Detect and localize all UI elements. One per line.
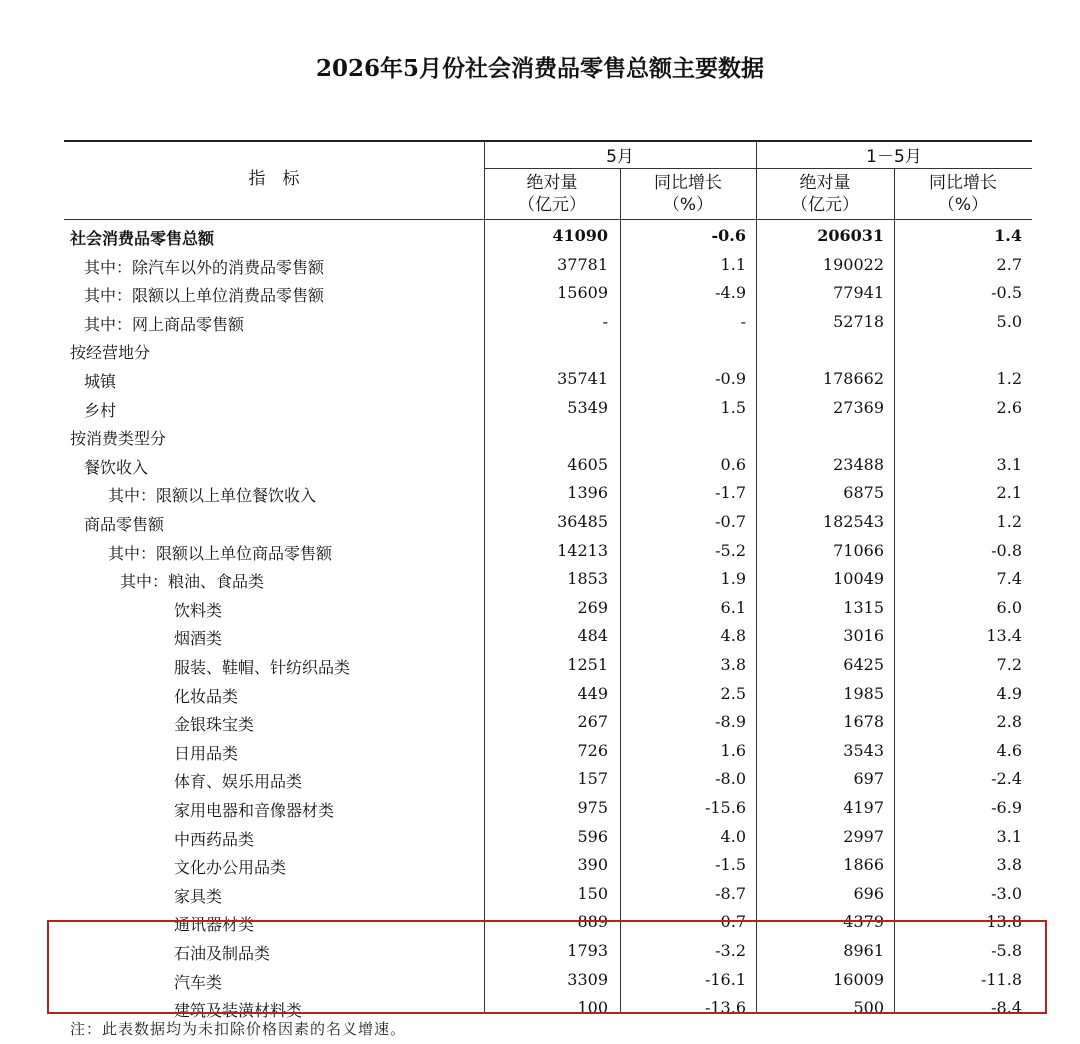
header-ytd-abs — [756, 172, 894, 216]
may-yoy: 2.5 — [720, 683, 746, 703]
ytd-yoy: -2.4 — [991, 769, 1022, 789]
table-row — [64, 279, 1032, 308]
header-may-yoy — [620, 172, 756, 216]
ytd-abs: 10049 — [833, 569, 884, 589]
may-abs: 390 — [577, 855, 608, 875]
ytd-abs: 500 — [853, 998, 884, 1018]
table-row — [64, 651, 1032, 680]
row-label: 其中：除汽车以外的消费品零售额 — [84, 257, 325, 277]
may-abs: 269 — [577, 597, 608, 617]
highlight-box — [47, 920, 1047, 1014]
ytd-yoy: 7.4 — [996, 569, 1022, 589]
ytd-abs: 1985 — [843, 683, 884, 703]
row-label: 餐饮收入 — [84, 457, 149, 477]
header-ytd-abs-unit: （亿元） — [791, 195, 859, 215]
ytd-abs: 178662 — [822, 369, 884, 388]
header-ytd-yoy-unit: （%） — [937, 195, 989, 215]
row-label: 金银珠宝类 — [174, 715, 255, 735]
table-row — [64, 594, 1032, 623]
ytd-yoy: -5.8 — [991, 941, 1022, 960]
header-may-abs-label: 绝对量 — [526, 173, 578, 193]
may-yoy: 1.5 — [720, 397, 746, 417]
ytd-abs: 1678 — [843, 712, 884, 732]
table-row — [64, 222, 1032, 251]
table-row — [64, 708, 1032, 737]
header-bottom-rule — [64, 219, 1032, 220]
row-label: 家具类 — [174, 886, 223, 906]
ytd-yoy: 13.8 — [986, 912, 1022, 932]
row-label: 其中：限额以上单位消费品零售额 — [84, 286, 325, 306]
ytd-abs: 1866 — [843, 855, 884, 875]
header-ytd-yoy — [894, 172, 1032, 216]
ytd-yoy: 4.9 — [996, 683, 1022, 703]
ytd-yoy: 1.4 — [994, 226, 1022, 245]
table-row — [64, 422, 1032, 451]
may-abs: 37781 — [557, 254, 608, 274]
may-yoy: -16.1 — [704, 969, 746, 989]
table-row — [64, 394, 1032, 423]
row-label: 通讯器材类 — [174, 915, 255, 935]
ytd-abs: 206031 — [817, 226, 884, 245]
may-yoy: -0.7 — [715, 512, 746, 531]
ytd-yoy: -0.5 — [991, 283, 1022, 303]
row-label: 家用电器和音像器材类 — [174, 801, 335, 820]
may-yoy: 1.6 — [720, 740, 746, 760]
ytd-abs: 23488 — [833, 454, 884, 474]
may-abs: 41090 — [552, 226, 608, 245]
ytd-abs: 697 — [853, 769, 884, 789]
ytd-abs: 77941 — [833, 283, 884, 303]
ytd-yoy: 3.1 — [996, 454, 1022, 474]
row-label: 其中：限额以上单位商品零售额 — [108, 543, 333, 563]
may-yoy: 3.8 — [720, 655, 746, 674]
ytd-yoy: 7.2 — [996, 655, 1022, 674]
row-label: 化妆品类 — [174, 686, 239, 706]
may-yoy: 0.7 — [720, 912, 746, 932]
header-indicator: 指 标 — [248, 169, 300, 189]
ytd-abs: 3016 — [843, 626, 884, 646]
row-label: 乡村 — [84, 400, 117, 420]
may-abs: 14213 — [557, 540, 608, 560]
row-label: 其中：限额以上单位餐饮收入 — [108, 486, 317, 506]
table-row — [64, 451, 1032, 480]
ytd-yoy: 4.6 — [996, 740, 1022, 760]
ytd-yoy: 2.8 — [996, 712, 1022, 732]
ytd-abs: 6875 — [843, 483, 884, 503]
row-label: 其中：粮油、食品类 — [120, 572, 265, 592]
table-row — [64, 508, 1032, 537]
ytd-yoy: 1.2 — [996, 512, 1022, 531]
may-yoy: 0.6 — [720, 454, 746, 474]
header-may: 5月 — [606, 147, 634, 167]
row-label: 其中：网上商品零售额 — [84, 314, 245, 334]
may-abs: 1396 — [567, 483, 608, 503]
may-yoy: 4.8 — [720, 626, 746, 646]
header-may-yoy-unit: （%） — [662, 195, 714, 215]
may-yoy: -5.2 — [715, 540, 746, 560]
table-row — [64, 365, 1032, 394]
may-yoy: -8.0 — [715, 769, 746, 789]
ytd-abs: 4197 — [843, 798, 884, 817]
ytd-yoy: 3.8 — [996, 855, 1022, 875]
row-label: 饮料类 — [174, 600, 223, 620]
may-abs: 15609 — [557, 283, 608, 303]
ytd-abs: 1315 — [843, 597, 884, 617]
ytd-yoy: -0.8 — [991, 540, 1022, 560]
table-row — [64, 794, 1032, 823]
ytd-abs: 52718 — [833, 311, 884, 331]
header-sub-rule — [484, 168, 1032, 169]
row-label: 中西药品类 — [174, 829, 255, 849]
table-row — [64, 308, 1032, 337]
may-yoy: -13.6 — [704, 998, 746, 1018]
may-abs: 5349 — [567, 397, 608, 417]
table-row — [64, 765, 1032, 794]
table-row — [64, 622, 1032, 651]
ytd-yoy: 6.0 — [996, 597, 1022, 617]
ytd-abs: 71066 — [833, 540, 884, 560]
ytd-yoy: -3.0 — [991, 883, 1022, 903]
table-row — [64, 737, 1032, 766]
table-row — [64, 336, 1032, 365]
ytd-abs: 2997 — [843, 826, 884, 846]
header-ytd-abs-label: 绝对量 — [799, 173, 851, 193]
may-abs: 1853 — [567, 569, 608, 589]
ytd-yoy: 2.1 — [996, 483, 1022, 503]
page-title: 2026年5月份社会消费品零售总额主要数据 — [315, 55, 765, 82]
ytd-yoy: 5.0 — [996, 311, 1022, 331]
ytd-yoy: 13.4 — [986, 626, 1022, 646]
may-yoy: -3.2 — [715, 941, 746, 960]
may-abs: 35741 — [557, 369, 608, 388]
ytd-abs: 190022 — [822, 254, 884, 274]
row-label: 石油及制品类 — [174, 944, 271, 963]
table-top-rule — [64, 140, 1032, 142]
may-abs: - — [602, 311, 608, 331]
may-abs: 157 — [577, 769, 608, 789]
may-abs: 267 — [577, 712, 608, 732]
may-abs: 150 — [577, 883, 608, 903]
header-jan-may: 1－5月 — [866, 147, 922, 167]
row-label: 烟酒类 — [174, 629, 223, 649]
ytd-yoy: -11.8 — [980, 969, 1022, 989]
may-abs: 100 — [577, 998, 608, 1018]
row-label: 文化办公用品类 — [174, 858, 287, 878]
may-abs: 1793 — [567, 941, 608, 960]
table-row — [64, 251, 1032, 280]
may-abs: 36485 — [557, 512, 608, 531]
may-yoy: -1.5 — [715, 855, 746, 875]
row-label: 商品零售额 — [84, 515, 165, 534]
ytd-abs: 16009 — [833, 969, 884, 989]
may-abs: 1251 — [567, 655, 608, 674]
may-abs: 726 — [577, 740, 608, 760]
ytd-abs: 3543 — [843, 740, 884, 760]
row-label: 按经营地分 — [70, 343, 151, 363]
ytd-yoy: -6.9 — [991, 798, 1022, 817]
may-yoy: 1.1 — [720, 254, 746, 274]
ytd-abs: 8961 — [843, 941, 884, 960]
table-row — [64, 823, 1032, 852]
ytd-yoy: -8.4 — [991, 998, 1022, 1018]
row-label: 按消费类型分 — [70, 429, 167, 449]
may-abs: 449 — [577, 683, 608, 703]
row-label: 建筑及装潢材料类 — [174, 1001, 303, 1021]
row-label: 日用品类 — [174, 743, 239, 763]
may-yoy: -4.9 — [715, 283, 746, 303]
ytd-yoy: 3.1 — [996, 826, 1022, 846]
may-yoy: -1.7 — [715, 483, 746, 503]
table-row — [64, 537, 1032, 566]
table-row — [64, 479, 1032, 508]
row-label: 城镇 — [84, 372, 117, 391]
may-yoy: -0.9 — [715, 369, 746, 388]
may-abs: 484 — [577, 626, 608, 646]
table-row — [64, 680, 1032, 709]
may-yoy: -8.7 — [715, 883, 746, 903]
may-abs: 4605 — [567, 454, 608, 474]
may-yoy: - — [740, 311, 746, 331]
table-row — [64, 565, 1032, 594]
row-label: 汽车类 — [174, 972, 223, 992]
table-row — [64, 880, 1032, 909]
may-yoy: -8.9 — [715, 712, 746, 732]
ytd-abs: 6425 — [843, 655, 884, 674]
may-abs: 975 — [577, 798, 608, 817]
ytd-abs: 4379 — [843, 912, 884, 932]
ytd-abs: 27369 — [833, 397, 884, 417]
row-label: 服装、鞋帽、针纺织品类 — [174, 658, 351, 677]
may-abs: 596 — [577, 826, 608, 846]
header-may-abs — [484, 172, 620, 216]
header-may-abs-unit: （亿元） — [518, 195, 586, 215]
ytd-abs: 182543 — [822, 512, 884, 531]
may-yoy: -0.6 — [711, 226, 746, 245]
ytd-yoy: 2.7 — [996, 254, 1022, 274]
table-row — [64, 851, 1032, 880]
may-yoy: 1.9 — [720, 569, 746, 589]
may-yoy: 6.1 — [720, 597, 746, 617]
footnote: 注：此表数据均为未扣除价格因素的名义增速。 — [70, 1020, 407, 1038]
ytd-yoy: 1.2 — [996, 369, 1022, 388]
may-yoy: -15.6 — [704, 798, 746, 817]
may-abs: 3309 — [567, 969, 608, 989]
row-label: 社会消费品零售总额 — [70, 229, 215, 248]
row-label: 体育、娱乐用品类 — [174, 772, 303, 792]
header-may-yoy-label: 同比增长 — [654, 173, 722, 193]
header-ytd-yoy-label: 同比增长 — [929, 173, 997, 193]
may-yoy: 4.0 — [720, 826, 746, 846]
may-abs: 889 — [577, 912, 608, 932]
ytd-yoy: 2.6 — [996, 397, 1022, 417]
ytd-abs: 696 — [853, 883, 884, 903]
